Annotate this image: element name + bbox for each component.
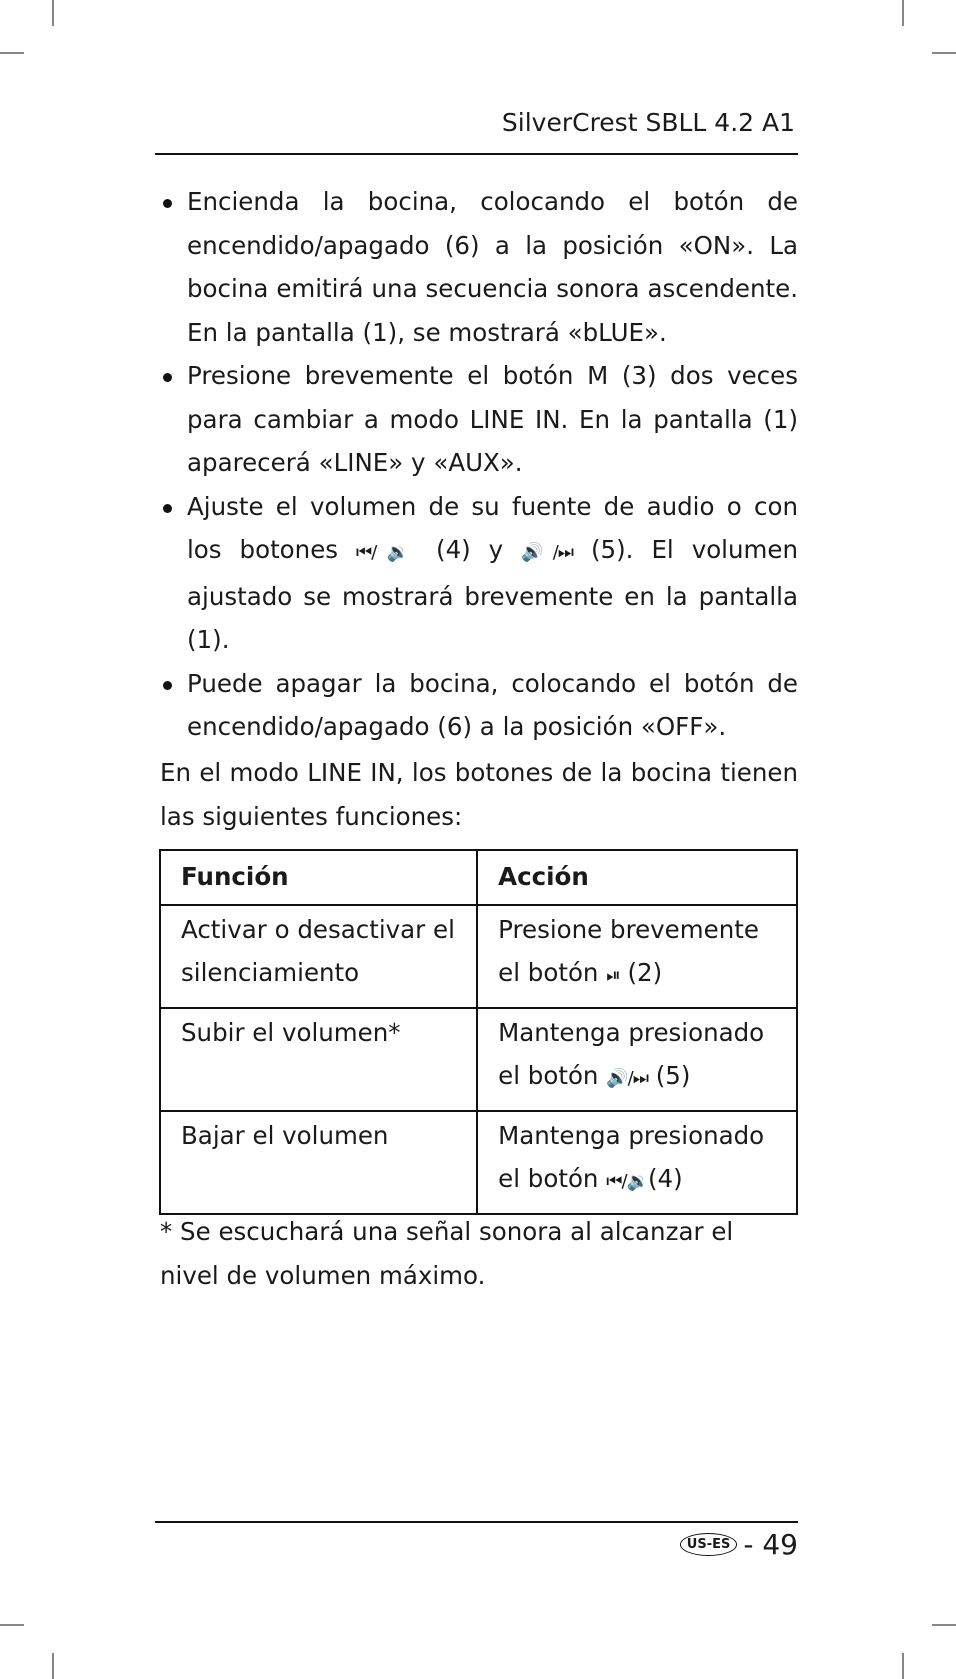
bullet-icon <box>163 373 172 382</box>
crop-mark <box>52 1653 54 1679</box>
table-row <box>160 1111 797 1214</box>
language-badge: US-ES <box>680 1533 738 1556</box>
column-header-function: Función <box>160 850 477 905</box>
list-item: Encienda la bocina, colocando el botón de encendido/apagado (6) a la posición «ON». La bocina emitirá una secuencia sonora ascendente. En la pantalla (1), se mostrará «bLUE». <box>160 180 798 354</box>
footnote: * Se escuchará una señal sonora al alcanzar el nivel de volumen máximo. <box>160 1217 734 1290</box>
action-cell: Mantenga presionado el botón ⏮/🔉(4) <box>477 1111 797 1214</box>
function-cell: Activar o desactivar el silenciamiento <box>160 905 477 1008</box>
bullet-icon <box>163 681 172 690</box>
function-cell: Subir el volumen* <box>160 1008 477 1111</box>
crop-mark <box>52 0 54 26</box>
page-footer <box>155 1528 798 1561</box>
instruction-list <box>160 180 798 749</box>
crop-mark <box>932 1624 956 1626</box>
crop-mark <box>902 0 904 26</box>
table-header-row <box>160 850 797 905</box>
list-item: Ajuste el volumen de su fuente de audio o con los botones ⏮/🔉 (4) y 🔊/⏭ (5). El volumen ajustado se mostrará brevemente en la pantalla (1). <box>160 485 798 662</box>
table-row <box>160 905 797 1008</box>
volume-up-next-icon: 🔊/⏭ <box>521 542 574 563</box>
crop-mark <box>902 1653 904 1679</box>
play-pause-icon: ⏯ <box>606 965 620 986</box>
crop-mark <box>0 1624 24 1626</box>
header-rule <box>155 153 798 155</box>
crop-mark <box>0 52 24 54</box>
page-header: SilverCrest SBLL 4.2 A1 <box>501 108 795 137</box>
function-cell: Bajar el volumen <box>160 1111 477 1214</box>
footer-rule <box>155 1521 798 1523</box>
page-number: - 49 <box>743 1528 798 1561</box>
action-cell: Mantenga presionado el botón 🔊/⏭ (5) <box>477 1008 797 1111</box>
prev-volume-down-icon: ⏮/🔉 <box>356 542 419 563</box>
prev-volume-down-icon: ⏮/🔉 <box>606 1171 648 1192</box>
crop-mark <box>932 52 956 54</box>
volume-up-next-icon: 🔊/⏭ <box>606 1068 648 1089</box>
list-item: Presione brevemente el botón M (3) dos veces para cambiar a modo LINE IN. En la pantalla (1) aparecerá «LINE» y «AUX». <box>160 354 798 485</box>
action-cell: Presione brevemente el botón ⏯ (2) <box>477 905 797 1008</box>
list-item: Puede apagar la bocina, colocando el botón de encendido/apagado (6) a la posición «OFF». <box>160 662 798 749</box>
function-table <box>159 849 798 1215</box>
bullet-icon <box>163 504 172 513</box>
bullet-icon <box>163 199 172 208</box>
table-row <box>160 1008 797 1111</box>
intro-paragraph: En el modo LINE IN, los botones de la bocina tienen las siguientes funciones: <box>160 758 798 831</box>
column-header-action: Acción <box>477 850 797 905</box>
